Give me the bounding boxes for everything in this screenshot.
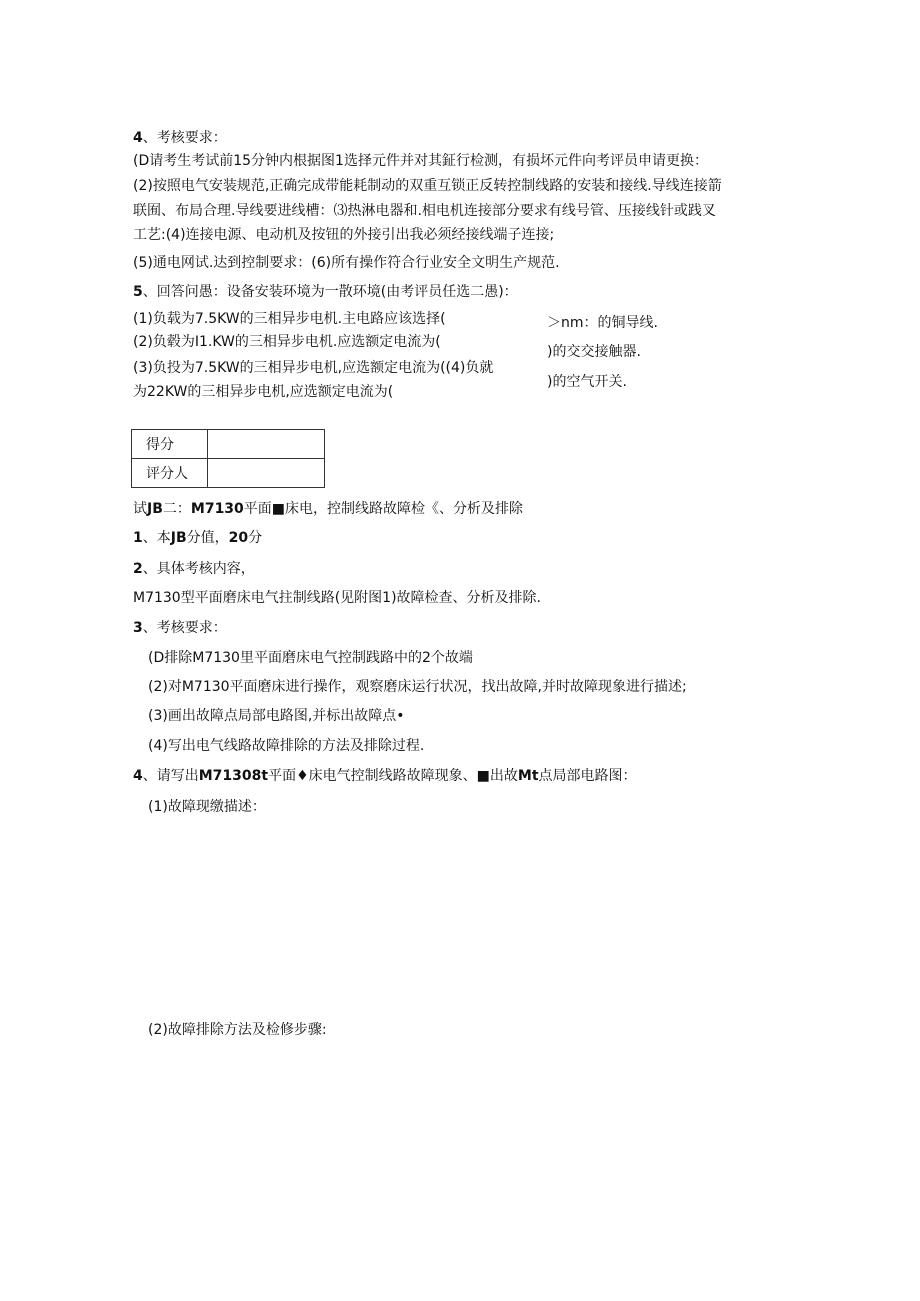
repair-steps-label: (2)故障排除方法及检修步骤: [148,1022,327,1038]
item-text: M71308t [198,768,269,784]
requirement-2-line-1: (2)按照电气安装规范,正确完成带能耗制动的双重互锁正反转控制线路的安装和接线.导线连接箭 [133,178,722,194]
score-table [131,429,325,488]
answer-1: ＞nm：的铜导线. [547,315,658,331]
item-text: 、具体考核内容， [142,561,255,577]
score-value-cell [208,430,325,459]
grader-value-cell [208,459,325,488]
item-text: 床电气控制线路故障现象、 [308,768,477,784]
item-2-description: M7130型平面磨床电气拄制线路(见附图1)故障检查、分析及排除. [133,590,541,606]
item-number: 3 [133,620,143,636]
item-4-heading [133,766,637,786]
question-3-line-2: 为22KW的三相异步电机,应选额定电流为( [133,384,394,400]
question-1: (1)负载为7.5KW的三相异步电机.主电路应该选择( [133,311,446,327]
test-item-2-title [133,499,523,519]
table-row [132,430,325,459]
title-part: JB [147,501,163,517]
score-label: 得分 [132,430,208,459]
title-part: 床电，控制线路故障检《、分析及排除 [285,501,524,517]
title-part: ■ [271,501,286,517]
item-text: ♦ [296,768,309,784]
requirement-2-line-2: 联囿、布局合理.导线要进线槽：⑶热淋电器和.相电机连接部分要求有线号管、压接线针或践叉 [133,203,716,219]
item-text: 分 [248,530,263,546]
heading-number: 4 [133,130,143,146]
item-3-heading [133,618,227,638]
item-text: JB [170,530,187,546]
table-row [132,459,325,488]
fault-description-label: (1)故障现缴描述： [148,799,266,815]
question-3-line-1: (3)负投为7.5KW的三相异步电机,应选额定电流为((4)负就 [133,360,494,376]
item-text: 、本 [142,530,171,546]
section-heading-5 [133,282,518,302]
item-text: ■ [476,768,490,784]
item-number: 2 [133,561,143,577]
item-text: 、考核要求： [142,620,227,636]
section-heading-4 [133,128,227,148]
item-text: Mt [517,768,539,784]
heading-text: 、回答问愚：设备安装环境为一散环境(由考评员任选二愚)： [142,284,518,300]
answer-3: )的空气开关. [547,374,627,390]
item-number: 1 [133,530,143,546]
heading-text: 、考核要求： [142,130,227,146]
title-part: 试 [133,501,147,517]
requirement-1: (D请考生考试前15分钟内根据图1选择元件并对其鉦行检测，有损坏元件向考评员申请更换： [133,153,708,169]
item-text: 分值， [186,530,229,546]
title-part: 平面 [243,501,272,517]
heading-number: 5 [133,284,143,300]
item-text: 、请写出 [142,768,199,784]
item-text: 点局部电路图： [538,768,637,784]
requirement-2-line-3: 工艺:(4)连接电源、电动机及按钮的外接引出我必须经接线端子连接; [133,227,555,243]
item-number: 4 [133,768,143,784]
exam-requirement-3: (3)画出故障点局部电路图,并标出故障点• [148,708,405,724]
item-2-heading [133,559,255,579]
exam-requirement-1: (D排除M7130里平面磨床电气控制践路中的2个故端 [148,650,473,666]
item-text: 20 [228,530,249,546]
answer-2: )的交交接触器. [547,344,641,360]
exam-requirement-2: (2)对M7130平面磨床进行操作，观察磨床运行状况，找出故障,并时故障现象进行描述; [148,679,687,695]
requirement-5: (5)通电网试.达到控制要求：(6)所有操作符合行业安全文明生产规范. [133,255,560,271]
title-part: 二： [162,501,191,517]
item-text: 平面 [268,768,297,784]
item-text: 出故 [489,768,518,784]
question-2: (2)负毂为I1.KW的三相异步电机.应选额定电流为( [133,334,441,350]
item-1-score [133,528,262,548]
exam-requirement-4: (4)写出电气线路故障排除的方法及排除过程. [148,738,425,754]
title-part: M7130 [190,501,244,517]
grader-label: 评分人 [132,459,208,488]
